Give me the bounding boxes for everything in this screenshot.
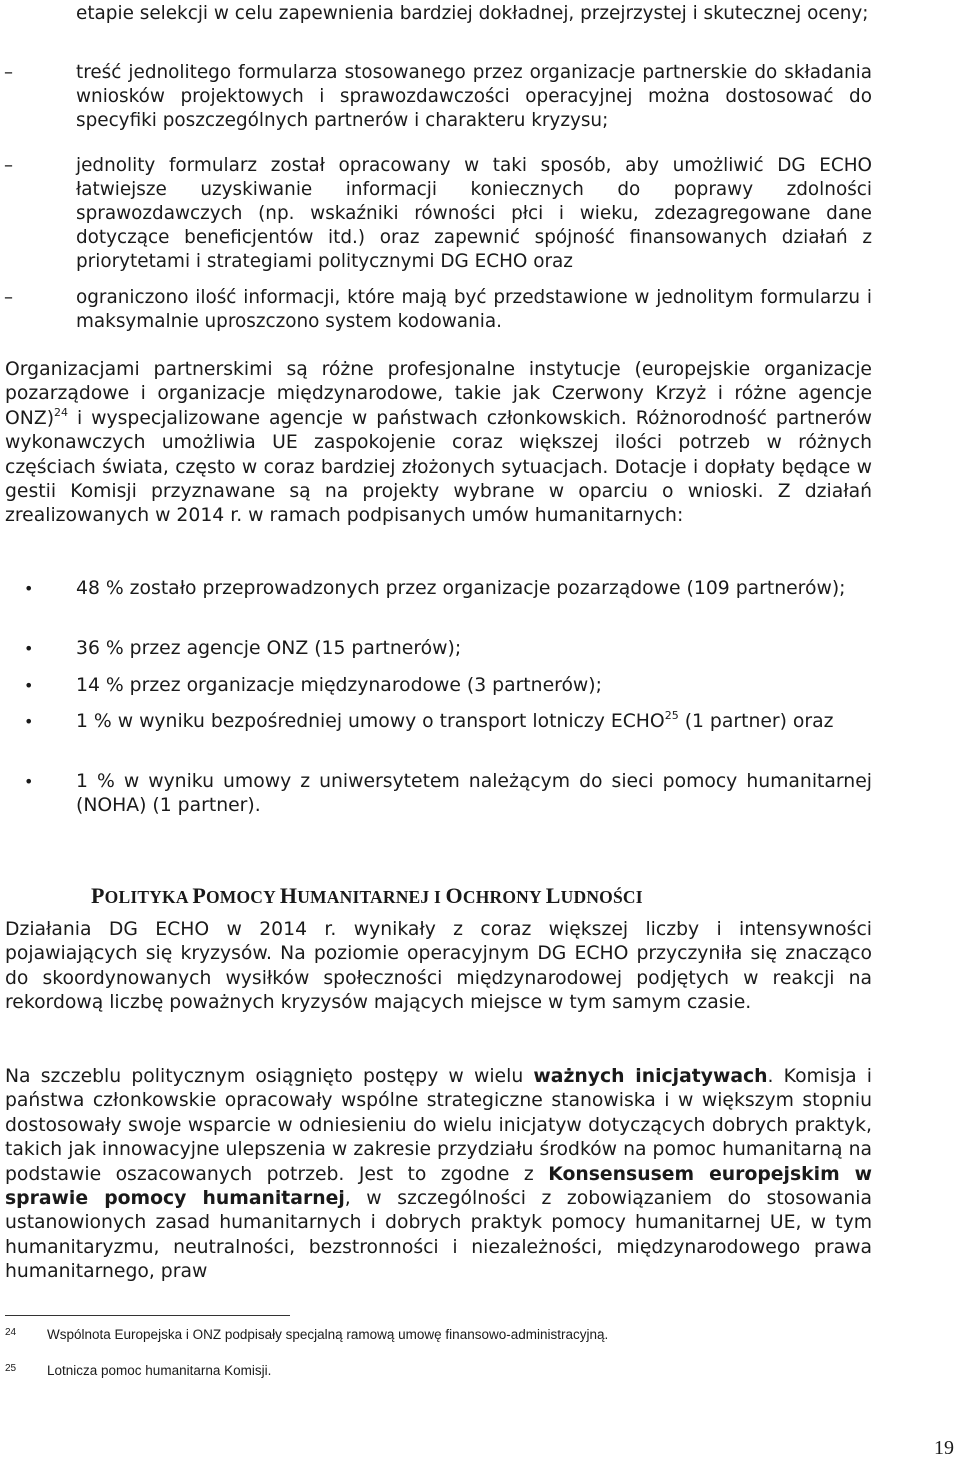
paragraph-text: i wyspecjalizowane agencje w państwach członkowskich. Różnorodność partnerów wykonawczych umożliwia UE zaspokojenie coraz większej ilości potrzeb w różnych częściach świata, często w coraz bardziej złożonych sytuacjach. Dotacje i dopłaty będące w gestii Komisji przyznawane są na projekty wybrane w oparciu o wnioski. Z działań zrealizowanych w 2014 r. w ramach podpisanych umów humanitarnych: xyxy=(5,407,872,527)
footnote-divider xyxy=(5,1315,290,1316)
bullet-text: 48 % zostało przeprowadzonych przez organizacje pozarządowe (109 partnerów); xyxy=(76,578,846,599)
footnote-number: 24 xyxy=(5,1327,17,1338)
page-number: 19 xyxy=(934,1437,954,1459)
dash-item-text: ograniczono ilość informacji, które mają być przedstawione w jednolitym formularzu i maksymalnie uproszczono system kodowania. xyxy=(76,287,872,332)
paragraph-actions: Działania DG ECHO w 2014 r. wynikały z coraz większej liczby i intensywności pojawiających się kryzysów. Na poziomie operacyjnym DG ECHO przyczyniła się znacząco do skoordynowanych wysiłków społeczności międzynarodowej podjętych w reakcji na rekordową liczbę poważnych kryzysów mających miejsce w tym samym czasie. xyxy=(5,919,872,1014)
dash-item-text: treść jednolitego formularza stosowanego przez organizacje partnerskie do składania wniosków projektowych i sprawozdawczości operacyjnej można dostosować do specyfiki poszczególnych partnerów i charakteru kryzysu; xyxy=(76,62,872,131)
paragraph-text: Na szczeblu politycznym osiągnięto postępy w wielu xyxy=(5,1066,534,1087)
footnote-text: Wspólnota Europejska i ONZ podpisały specjalną ramową umowę finansowo-administracyjną. xyxy=(47,1327,609,1342)
heading-word: UMANITARNEJ I xyxy=(297,887,441,907)
bullet-marker: • xyxy=(24,639,34,658)
heading-initial: P xyxy=(192,883,206,908)
emphasis-text: ważnych inicjatywach xyxy=(533,1066,768,1087)
bullet-text-part: 1 % w wyniku bezpośredniej umowy o transport lotniczy ECHO xyxy=(76,711,665,732)
bullet-marker: • xyxy=(24,772,34,791)
bullet-text: 1 % w wyniku umowy z uniwersytetem należącym do sieci pomocy humanitarnej (NOHA) (1 partner). xyxy=(76,771,872,817)
footnote-text: Lotnicza pomoc humanitarna Komisji. xyxy=(47,1363,272,1378)
heading-word: CHRONY xyxy=(462,887,542,907)
paragraph-text: . Komisja i państwa członkowskie opracowały wspólne strategiczne stanowiska i w większym stopniu dostosowały swoje wsparcie w odniesieniu do wielu inicjatyw dotyczących dobrych praktyk, takich jak innowacyjne ulepszenia w zakresie przydziału środków na pomoc humanitarną na podstawie oszacowanych potrzeb. Jest to zgodne z xyxy=(5,1066,872,1185)
heading-word: OMOCY xyxy=(205,887,276,907)
footnote-ref: 24 xyxy=(54,405,69,419)
heading-word: OLITYKA xyxy=(104,887,188,907)
dash-marker: – xyxy=(4,155,13,176)
footnote-number: 25 xyxy=(5,1363,17,1374)
heading-initial: P xyxy=(91,883,105,908)
paragraph-partners xyxy=(5,358,872,529)
bullet-text-part: (1 partner) oraz xyxy=(678,711,834,732)
heading-initial: O xyxy=(445,883,463,908)
bullet-marker: • xyxy=(24,579,34,598)
paragraph-policy xyxy=(5,1065,872,1285)
bullet-marker: • xyxy=(24,676,34,695)
dash-marker: – xyxy=(4,62,13,83)
paragraph-text: , w szczególności z zobowiązaniem do stosowania ustanowionych zasad humanitarnych i dobrych praktyk pomocy humanitarnej UE, w tym humanitaryzmu, neutralności, bezstronności i niezależności, międzynarodowego prawa humanitarnego, praw xyxy=(5,1188,872,1283)
dash-item-text: jednolity formularz został opracowany w taki sposób, aby umożliwić DG ECHO łatwiejsze uzyskiwanie informacji koniecznych do poprawy zdolności sprawozdawczych (np. wskaźniki równości płci i wieku, zdezagregowane dane dotyczące beneficjentów itd.) oraz zapewnić spójność finansowanych działań z priorytetami i strategiami politycznymi DG ECHO oraz xyxy=(76,155,872,272)
bullet-text: 14 % przez organizacje międzynarodowe (3 partnerów); xyxy=(76,675,602,696)
paragraph-text: Organizacjami partnerskimi są różne profesjonalne instytucje (europejskie organizacje pozarządowe i organizacje międzynarodowe, takie jak Czerwony Krzyż i różne agencje ONZ) xyxy=(5,359,872,429)
heading-initial: L xyxy=(545,883,561,908)
emphasis-text: Konsensusem europejskim w sprawie pomocy humanitarnej xyxy=(5,1163,873,1210)
heading-word: UDNOŚCI xyxy=(560,887,643,907)
heading-initial: H xyxy=(279,883,298,908)
footnote-ref: 25 xyxy=(664,709,679,722)
continuation-text: etapie selekcji w celu zapewnienia bardziej dokładnej, przejrzystej i skutecznej oceny; xyxy=(76,3,869,24)
bullet-marker: • xyxy=(24,712,34,731)
dash-marker: – xyxy=(4,287,13,308)
section-heading xyxy=(91,883,643,909)
bullet-text: 36 % przez agencje ONZ (15 partnerów); xyxy=(76,638,462,659)
bullet-text xyxy=(76,710,872,734)
